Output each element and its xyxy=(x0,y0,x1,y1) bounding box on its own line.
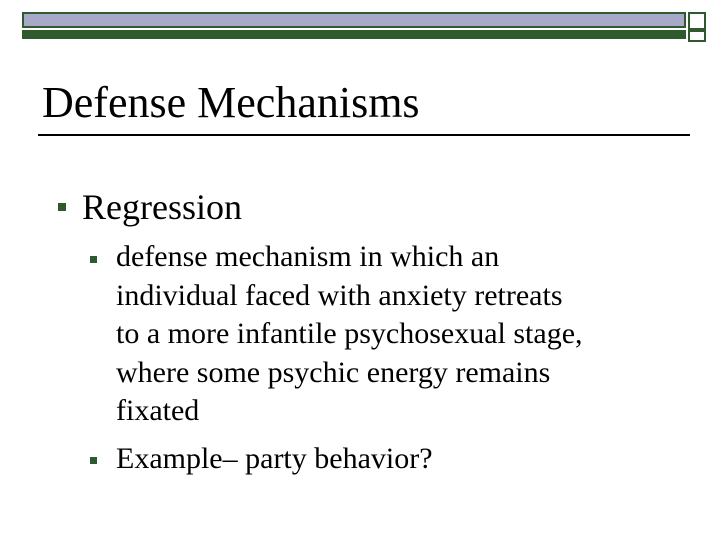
sub-bullet-example xyxy=(116,440,696,479)
example-line: Example– party behavior? xyxy=(116,442,433,475)
square-bullet-icon xyxy=(90,457,97,464)
definition-line: where some psychic energy remains xyxy=(116,355,551,389)
definition-line: fixated xyxy=(116,394,200,427)
header-band-underline xyxy=(22,30,686,39)
header-corner-box-upper xyxy=(688,12,706,30)
definition-line: defense mechanism in which an xyxy=(116,240,500,273)
definition-line: to a more infantile psychosexual stage, xyxy=(116,317,583,350)
definition-line: individual faced with anxiety retreats xyxy=(116,278,563,312)
header-corner-box-lower xyxy=(688,30,706,42)
square-bullet-icon xyxy=(90,256,97,263)
header-band xyxy=(22,12,686,28)
bullet-regression: Regression xyxy=(82,187,242,227)
title-divider xyxy=(38,134,690,136)
square-bullet-icon xyxy=(58,203,66,211)
sub-bullet-definition xyxy=(116,238,696,431)
slide-title: Defense Mechanisms xyxy=(42,78,420,127)
